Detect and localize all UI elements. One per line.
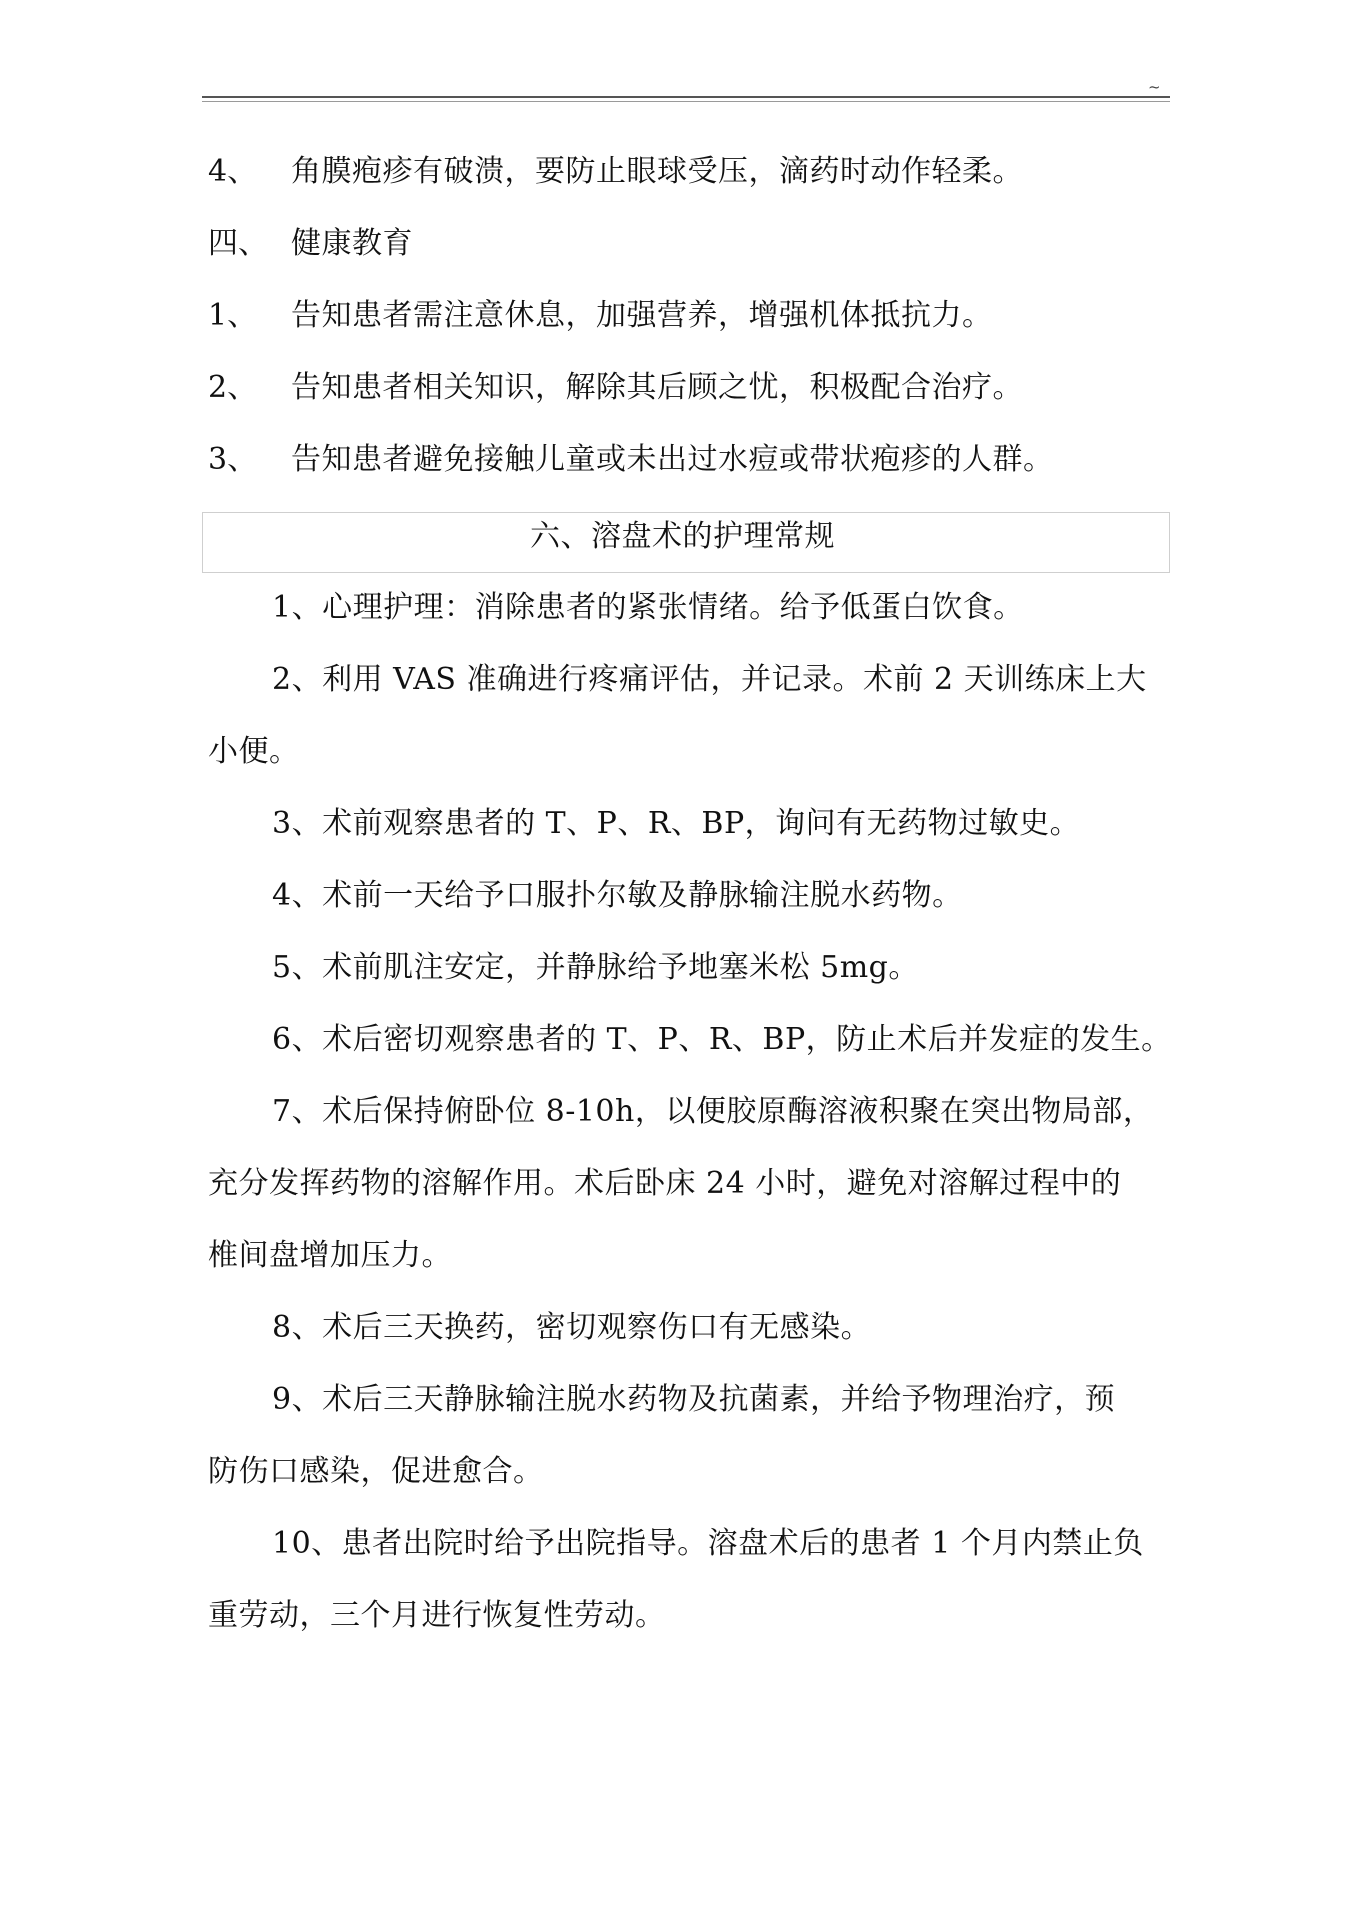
section-title-box xyxy=(202,512,1170,573)
paragraph-line: 3、术前观察患者的 T、P、R、BP，询问有无药物过敏史。 xyxy=(272,806,1081,841)
list-item-text: 告知患者相关知识，解除其后顾之忧，积极配合治疗。 xyxy=(291,370,1023,405)
paragraph-line: 椎间盘增加压力。 xyxy=(208,1238,452,1273)
paragraph-line: 7、术后保持俯卧位 8-10h，以便胶原酶溶液积聚在突出物局部， xyxy=(272,1094,1154,1129)
section-heading-number: 四、 xyxy=(208,226,268,261)
list-number: 4、 xyxy=(208,154,258,189)
header-rule-secondary xyxy=(202,101,1170,102)
list-number: 1、 xyxy=(208,298,258,333)
paragraph-line: 5、术前肌注安定，并静脉给予地塞米松 5mg。 xyxy=(272,950,919,985)
paragraph-line: 6、术后密切观察患者的 T、P、R、BP，防止术后并发症的发生。 xyxy=(272,1022,1172,1057)
paragraph-line: 重劳动，三个月进行恢复性劳动。 xyxy=(208,1598,666,1633)
paragraph-line: 小便。 xyxy=(208,734,300,769)
paragraph-line: 充分发挥药物的溶解作用。术后卧床 24 小时，避免对溶解过程中的 xyxy=(208,1166,1122,1201)
paragraph-line: 8、术后三天换药，密切观察伤口有无感染。 xyxy=(272,1310,872,1345)
list-number: 3、 xyxy=(208,442,258,477)
paragraph-line: 9、术后三天静脉输注脱水药物及抗菌素，并给予物理治疗，预 xyxy=(272,1382,1116,1417)
list-item-text: 角膜疱疹有破溃，要防止眼球受压，滴药时动作轻柔。 xyxy=(291,154,1023,189)
paragraph-line: 1、心理护理：消除患者的紧张情绪。给予低蛋白饮食。 xyxy=(272,590,1024,625)
header-rule xyxy=(202,96,1170,98)
paragraph-line: 2、利用 VAS 准确进行疼痛评估，并记录。术前 2 天训练床上大 xyxy=(272,662,1147,697)
section-heading: 健康教育 xyxy=(291,226,413,261)
list-item-text: 告知患者需注意休息，加强营养，增强机体抵抗力。 xyxy=(291,298,993,333)
paragraph-line: 4、术前一天给予口服扑尔敏及静脉输注脱水药物。 xyxy=(272,878,963,913)
section-title: 六、溶盘术的护理常规 xyxy=(530,519,835,554)
paragraph-line: 防伤口感染，促进愈合。 xyxy=(208,1454,544,1489)
list-number: 2、 xyxy=(208,370,258,405)
header-mark: ~ xyxy=(1148,78,1161,96)
paragraph-line: 10、患者出院时给予出院指导。溶盘术后的患者 1 个月内禁止负 xyxy=(272,1526,1144,1561)
list-item-text: 告知患者避免接触儿童或未出过水痘或带状疱疹的人群。 xyxy=(291,442,1054,477)
